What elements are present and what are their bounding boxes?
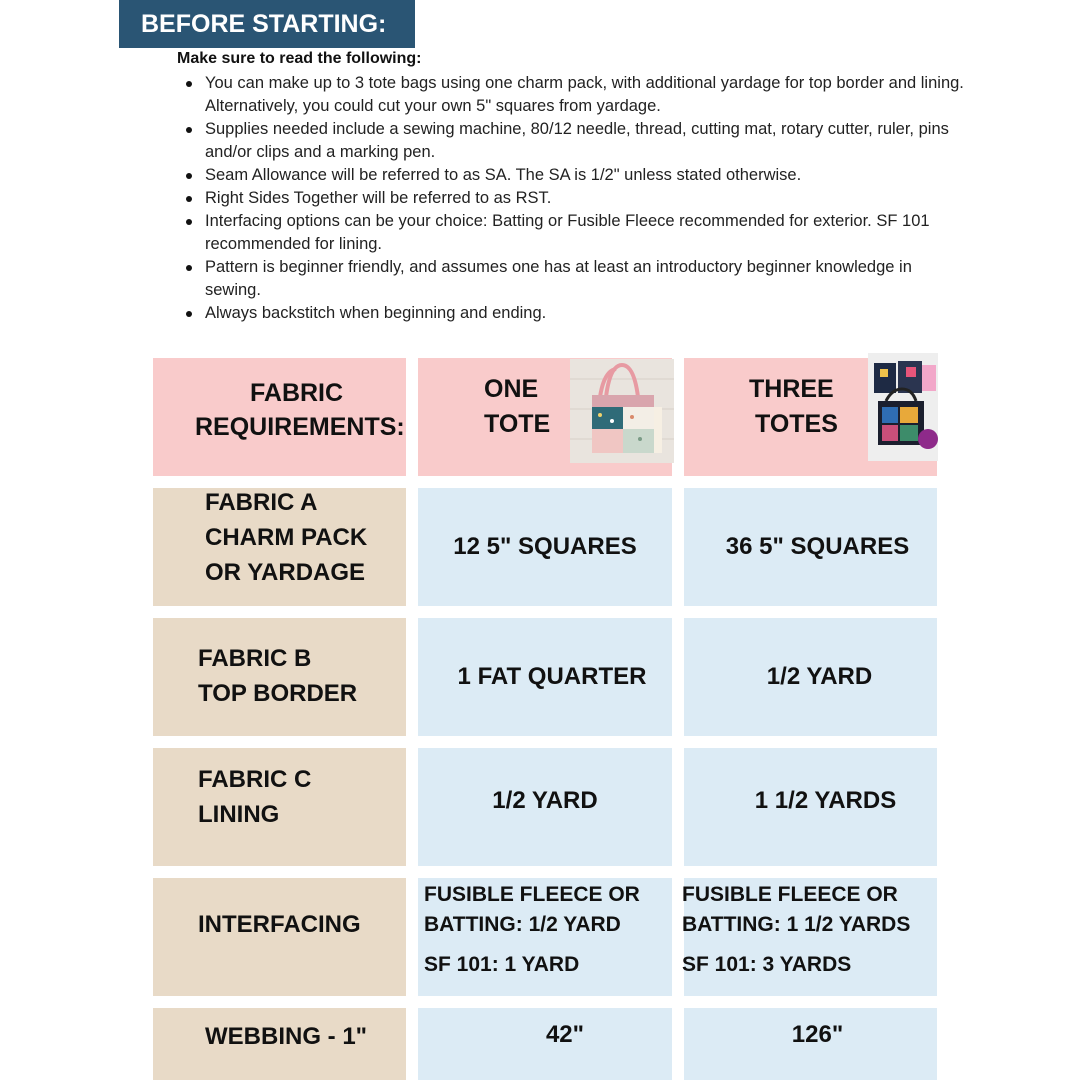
- fabric-c-label-cell: [153, 748, 406, 866]
- fabric-c-one-value: 1/2 YARD: [492, 787, 598, 814]
- one-tote-photo: [570, 359, 674, 463]
- fabric-b-one-value: 1 FAT QUARTER: [457, 663, 647, 690]
- fabric-b-one-cell: [418, 618, 672, 736]
- webbing-label: WEBBING - 1": [205, 1023, 368, 1050]
- fabric-c-line2: LINING: [198, 801, 280, 828]
- interfacing-one-line1: FUSIBLE FLEECE OR: [424, 883, 640, 906]
- interfacing-label-cell: [153, 878, 406, 996]
- fabric-c-three-value: 1 1/2 YARDS: [754, 787, 897, 814]
- fabric-c-line1: FABRIC C: [198, 766, 312, 793]
- webbing-label-cell: [153, 1008, 406, 1080]
- webbing-one-value: 42": [545, 1021, 585, 1048]
- fabric-b-line1: FABRIC B: [198, 645, 312, 672]
- list-item: Seam Allowance will be referred to as SA. The SA is 1/2" unless stated otherwise.: [177, 164, 967, 187]
- header-three-line1: THREE: [749, 375, 834, 403]
- list-item: Interfacing options can be your choice: Batting or Fusible Fleece recommended for exterior. SF 101 recommended for lining.: [177, 210, 967, 256]
- list-item: Always backstitch when beginning and ending.: [177, 302, 967, 325]
- fabric-b-label-cell: [153, 618, 406, 736]
- list-item: Right Sides Together will be referred to as RST.: [177, 187, 967, 210]
- header-label-line2: REQUIREMENTS:: [195, 413, 405, 441]
- fabric-a-one-value: 12 5" SQUARES: [453, 533, 637, 560]
- webbing-three-value: 126": [791, 1021, 844, 1048]
- header-one-line1: ONE: [484, 375, 539, 403]
- header-label-line1: FABRIC: [250, 379, 344, 407]
- three-totes-photo: [868, 353, 938, 461]
- instructions-list: [177, 72, 967, 325]
- list-item: Supplies needed include a sewing machine, 80/12 needle, thread, cutting mat, rotary cutter, ruler, pins and/or clips and a marking pen.: [177, 118, 967, 164]
- interfacing-label: INTERFACING: [198, 911, 361, 938]
- list-item: Pattern is beginner friendly, and assumes one has at least an introductory beginner knowledge in sewing.: [177, 256, 967, 302]
- fabric-a-label-cell: [153, 488, 406, 606]
- intro-title: Make sure to read the following:: [177, 50, 422, 67]
- fabric-a-three-value: 36 5" SQUARES: [725, 533, 910, 560]
- interfacing-one-cell: [418, 878, 672, 996]
- fabric-b-three-cell: [684, 618, 937, 736]
- interfacing-three-line1: FUSIBLE FLEECE OR: [682, 883, 898, 906]
- header-one-tote-cell: [418, 358, 672, 476]
- interfacing-three-line2: BATTING: 1 1/2 YARDS: [682, 913, 911, 936]
- fabric-c-one-cell: [418, 748, 672, 866]
- fabric-a-one-cell: [418, 488, 672, 606]
- header-three-line2: TOTES: [755, 410, 838, 438]
- header-three-totes-cell: [684, 358, 937, 476]
- banner-title: BEFORE STARTING:: [141, 9, 387, 38]
- fabric-a-three-cell: [684, 488, 937, 606]
- interfacing-three-cell: [684, 878, 937, 996]
- header-label-cell: [153, 358, 406, 476]
- webbing-one-cell: [418, 1008, 672, 1080]
- fabric-b-line2: TOP BORDER: [198, 680, 358, 707]
- interfacing-one-line2: BATTING: 1/2 YARD: [424, 913, 621, 936]
- section-banner: [119, 0, 415, 48]
- webbing-three-cell: [684, 1008, 937, 1080]
- header-one-line2: TOTE: [484, 410, 551, 438]
- fabric-a-line3: OR YARDAGE: [205, 559, 366, 586]
- fabric-b-three-value: 1/2 YARD: [766, 663, 873, 690]
- interfacing-one-line3: SF 101: 1 YARD: [424, 953, 580, 976]
- fabric-c-three-cell: [684, 748, 937, 866]
- fabric-a-line1: FABRIC A: [205, 489, 318, 516]
- fabric-a-line2: CHARM PACK: [205, 524, 368, 551]
- interfacing-three-line3: SF 101: 3 YARDS: [682, 953, 852, 976]
- list-item: You can make up to 3 tote bags using one charm pack, with additional yardage for top border and lining. Alternatively, you could cut your own 5" squares from yardage.: [177, 72, 967, 118]
